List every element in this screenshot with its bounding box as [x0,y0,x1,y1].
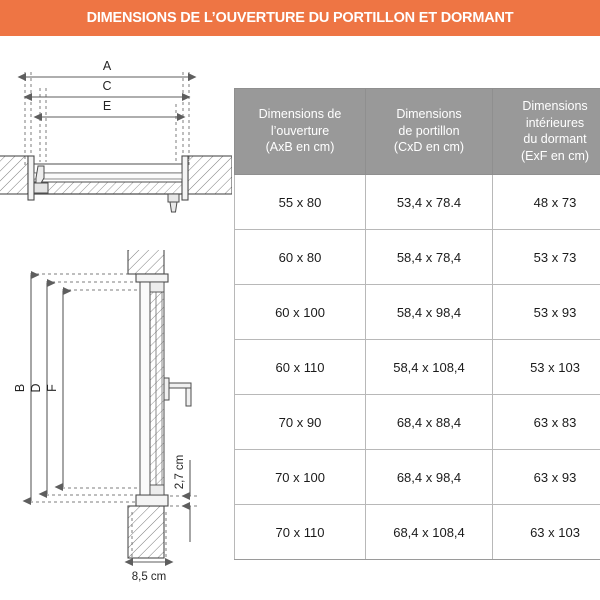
dimension-label-F: F [45,384,59,392]
cell-gate: 58,4 x 98,4 [366,285,493,340]
diagram-column [0,52,232,592]
wall-block-right [188,156,232,194]
table-row [235,285,600,340]
col-frame-line2: intérieures [525,115,585,130]
dimension-label-E: E [102,99,112,113]
table-row [235,340,600,395]
cell-opening: 60 x 100 [235,285,366,340]
cell-frame: 48 x 73 [493,175,600,230]
table-row [235,395,600,450]
page-title: DIMENSIONS DE L’OUVERTURE DU PORTILLON ET DORMANT [86,10,514,26]
dimensions-table [234,88,600,560]
col-gate-line2: de portillon [398,123,460,138]
diagram-top-plan-view [0,52,232,232]
table-row [235,450,600,505]
gate-leaf-section [140,282,164,495]
col-opening-line3: (AxB en cm) [265,140,335,155]
witness-lines-bottom [30,274,200,560]
wall-block-top [128,250,164,274]
cell-frame: 53 x 103 [493,340,600,395]
cell-frame: 63 x 103 [493,505,600,560]
annotation-depth [132,562,167,583]
cell-opening: 70 x 110 [235,505,366,560]
cell-opening: 70 x 100 [235,450,366,505]
cell-gate: 68,4 x 98,4 [366,450,493,505]
dimension-label-D: D [29,383,43,393]
col-gate-line3: (CxD en cm) [393,140,465,155]
annotation-depth-label: 8,5 cm [131,571,167,583]
dimension-arrow-E [42,99,177,117]
column-header-opening [235,89,366,175]
table-row [235,505,600,560]
col-opening-line2: l’ouverture [270,123,330,138]
wall-block-bottom [128,506,164,558]
dimension-label-B: B [13,383,27,393]
col-frame-line4: (ExF en cm) [520,148,590,163]
dimension-label-C: C [102,79,112,93]
cell-opening: 60 x 80 [235,230,366,285]
column-header-frame [493,89,600,175]
table-row [235,230,600,285]
column-header-gate [366,89,493,175]
cell-frame: 53 x 73 [493,230,600,285]
table-row [235,175,600,230]
page-header-band [0,0,600,36]
dimension-arrow-A [26,59,188,77]
col-opening-line1: Dimensions de [258,107,342,122]
latch-bolt-detail [168,194,179,212]
table-header-row [235,89,600,175]
cell-gate: 68,4 x 88,4 [366,395,493,450]
dimension-arrow-F [45,291,63,487]
cell-opening: 55 x 80 [235,175,366,230]
cell-gate: 58,4 x 108,4 [366,340,493,395]
cell-frame: 63 x 93 [493,450,600,505]
col-frame-line1: Dimensions [522,99,588,113]
dimension-arrow-C [32,79,182,97]
col-frame-line3: du dormant [523,132,587,146]
table-body [235,175,600,560]
annotation-thickness-label: 2,7 cm [174,454,186,490]
door-handle-icon [164,378,191,406]
cell-gate: 58,4 x 78,4 [366,230,493,285]
cell-opening: 60 x 110 [235,340,366,395]
wall-block-left [0,156,28,194]
gate-leaf-profile [34,164,182,194]
dimensions-table-wrapper [234,88,590,560]
cell-frame: 53 x 93 [493,285,600,340]
diagram-bottom-elevation [0,250,232,600]
table-head [235,89,600,175]
cell-opening: 70 x 90 [235,395,366,450]
annotation-thickness [174,455,190,542]
col-gate-line1: Dimensions [396,107,462,122]
cell-gate: 68,4 x 108,4 [366,505,493,560]
cell-frame: 63 x 83 [493,395,600,450]
dimension-label-A: A [102,59,112,73]
cell-gate: 53,4 x 78.4 [366,175,493,230]
